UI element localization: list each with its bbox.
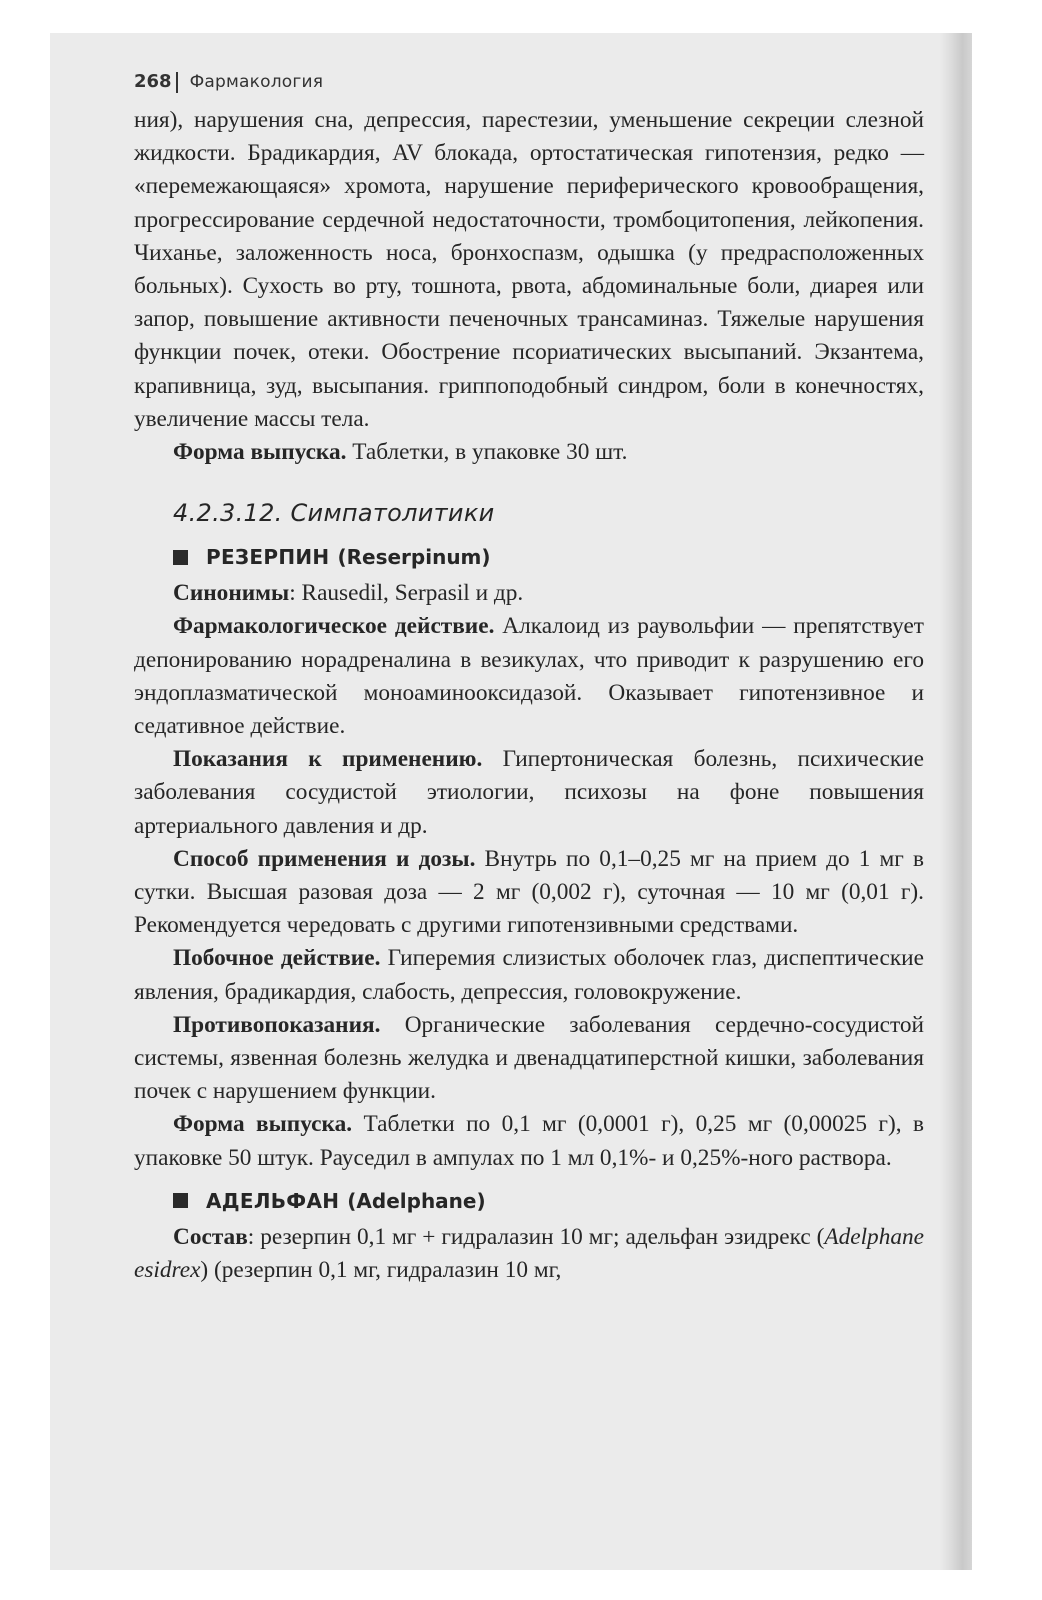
synonyms-label: Синонимы: [173, 580, 290, 607]
composition-italic: Adelphane esidrex: [134, 1223, 924, 1284]
composition-text-1: : резерпин 0,1 мг + гидралазин 10 мг; адельфан эзидрекс (: [247, 1223, 825, 1250]
drug-heading-reserpine: [173, 539, 924, 575]
drug-latin-name: (Adelphane): [347, 1188, 486, 1213]
dosage-label: Способ применения и дозы.: [173, 845, 476, 872]
synonyms-text: : Rausedil, Serpasil и др.: [289, 580, 524, 607]
action-paragraph: [134, 610, 924, 743]
action-label: Фармакологическое действие.: [173, 613, 495, 640]
contraindications-label: Противопоказания.: [173, 1011, 381, 1038]
square-bullet-icon: [173, 550, 188, 565]
drug-latin-name: (Reserpinum): [337, 545, 491, 570]
drug-name: РЕЗЕРПИН: [206, 545, 330, 570]
running-head: [134, 60, 924, 104]
side-effects-label: Побочное действие.: [173, 945, 381, 972]
contraindications-text: Органические заболевания сердечно-сосудистой системы, язвенная болезнь желудка и двенадцатиперстной кишки, заболевания почек с нарушением функции.: [134, 1011, 924, 1105]
synonyms-paragraph: [134, 577, 924, 610]
intro-form-text: Таблетки, в упаковке 30 шт.: [346, 439, 628, 466]
indications-text: Гипертоническая болезнь, психические заболевания сосудистой этиологии, психозы на фоне повышения артериального давления и др.: [134, 746, 924, 839]
page-content: [134, 60, 924, 1287]
side-effects-text: Гиперемия слизистых оболочек глаз, диспептические явления, брадикардия, слабость, депрессия, головокружение.: [134, 945, 924, 1005]
drug-name: АДЕЛЬФАН: [206, 1188, 340, 1213]
side-effects-paragraph: [134, 942, 924, 1008]
binding-shadow: [940, 33, 972, 1570]
intro-form-label: Форма выпуска.: [173, 439, 347, 466]
form-label: Форма выпуска.: [173, 1111, 353, 1138]
indications-paragraph: [134, 743, 924, 843]
running-head-title: Фармакология: [189, 72, 324, 92]
intro-form-paragraph: [134, 436, 924, 469]
form-text: Таблетки по 0,1 мг (0,0001 г), 0,25 мг (0,00025 г), в упаковке 50 штук. Рауседил в ампулах по 1 мл 0,1%- и 0,25%-ного раствора.: [134, 1111, 924, 1171]
composition-label: Состав: [173, 1223, 248, 1250]
contraindications-paragraph: [134, 1009, 924, 1109]
dosage-paragraph: [134, 843, 924, 943]
dosage-text: Внутрь по 0,1–0,25 мг на прием до 1 мг в сутки. Высшая разовая доза — 2 мг (0,002 г), суточная — 10 мг (0,01 г). Рекомендуется чередовать с другими гипотензивными средствами.: [134, 845, 924, 939]
section-heading: 4.2.3.12. Симпатолитики: [173, 499, 495, 528]
square-bullet-icon: [173, 1193, 188, 1208]
indications-label: Показания к применению.: [173, 746, 483, 773]
drug-heading-adelphane: [173, 1183, 924, 1219]
page-number: 268: [134, 71, 172, 92]
composition-text-2: ) (резерпин 0,1 мг, гидралазин 10 мг,: [200, 1257, 562, 1284]
composition-paragraph: [134, 1221, 924, 1287]
header-divider: [176, 72, 178, 93]
intro-paragraph: ния), нарушения сна, депрессия, парестезии, уменьшение секреции слезной жидкости. Брадикардия, AV блокада, ортостатическая гипотензия, редко — «перемежающаяся» хромота, нарушение периферического кровообращения, прогрессирование сердечной недостаточности, тромбоцитопения, лейкопения. Чиханье, заложенность носа, бронхоспазм, одышка (у предрасположенных больных). Сухость во рту, тошнота, рвота, абдоминальные боли, диарея или запор, повышение активности печеночных трансаминаз. Тяжелые нарушения функции почек, отеки. Обострение псориатических высыпаний. Экзантема, крапивница, зуд, высыпания. гриппоподобный синдром, боли в конечностях, увеличение массы тела.: [134, 107, 924, 432]
form-paragraph: [134, 1108, 924, 1174]
action-text: Алкалоид из раувольфии — препятствует депонированию норадреналина в везикулах, что приводит к разрушению его эндоплазматической моноаминооксидазой. Оказывает гипотензивное и седативное действие.: [134, 613, 924, 740]
